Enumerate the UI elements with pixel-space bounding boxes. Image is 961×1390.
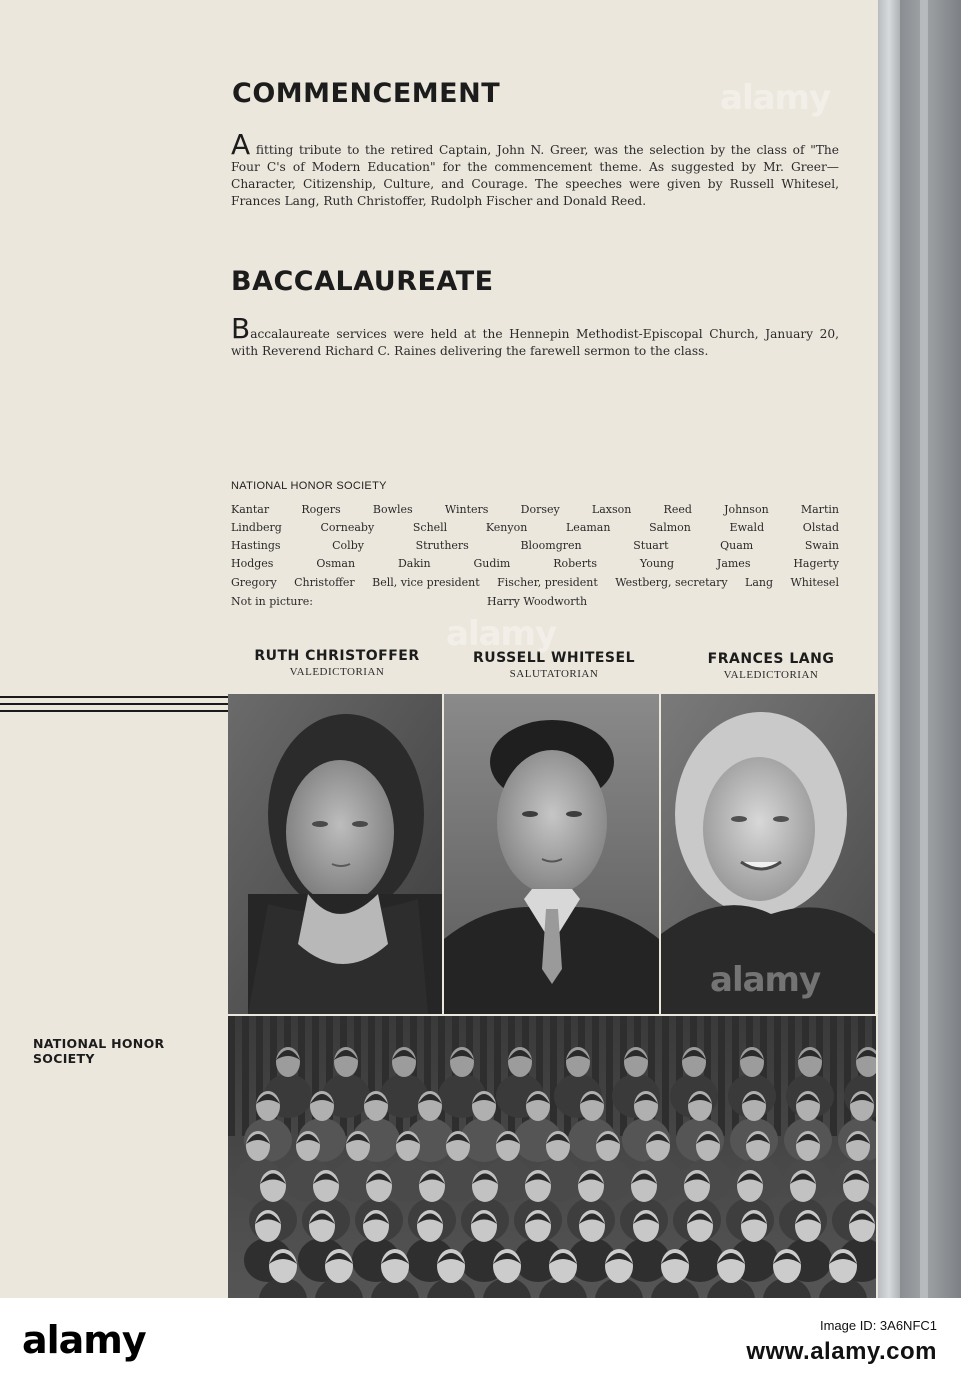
member-name: Young [639, 557, 675, 570]
decorative-rule [0, 710, 228, 712]
honoree-role: SALUTATORIAN [509, 668, 599, 680]
member-name: Kenyon [485, 521, 528, 534]
not-in-picture-label: Not in picture: [231, 595, 313, 608]
honoree-role: VALEDICTORIAN [723, 669, 819, 681]
decorative-rule [0, 696, 228, 698]
honor-society-heading: NATIONAL HONOR SOCIETY [231, 480, 387, 492]
dropcap: B [231, 312, 251, 345]
member-name: Fischer, president [497, 576, 598, 589]
honor-society-row [231, 503, 839, 516]
footer-line1: Image ID: 3A6NFC1 [819, 1318, 937, 1333]
member-name: Laxson [591, 503, 632, 516]
member-name: Lindberg [231, 521, 282, 534]
member-name: Martin [800, 503, 839, 516]
decorative-rule [0, 703, 228, 705]
member-name: Christoffer [294, 576, 355, 589]
honor-society-row [231, 576, 839, 589]
member-name: Leaman [566, 521, 611, 534]
portrait-photo-ruth-christoffer [228, 694, 442, 1014]
commencement-body: fitting tribute to the retired Captain, John N. Greer, was the selection by the class of "The Four C's of Modern Education" for the commencement theme. As suggested by Mr. Greer—Character, Citizenship, Culture, and Courage. The speeches were given by Russell Whitesel, Frances Lang, Ruth Christoffer, Rudolph Fischer and Donald Reed. [231, 143, 839, 208]
member-name: Whitesel [790, 576, 839, 589]
member-name: Hodges [231, 557, 274, 570]
member-name: Colby [332, 539, 364, 552]
member-name: Winters [444, 503, 489, 516]
member-name: Schell [412, 521, 448, 534]
member-name: Salmon [649, 521, 691, 534]
member-name: Bowles [372, 503, 413, 516]
member-name: Quam [720, 539, 754, 552]
honor-society-row [231, 557, 839, 570]
commencement-paragraph [231, 128, 839, 210]
watermark: alamy [720, 78, 831, 118]
not-in-picture [231, 595, 839, 608]
member-name: Swain [804, 539, 839, 552]
honoree-name: FRANCES LANG [707, 651, 835, 667]
member-name: Westberg, secretary [615, 576, 728, 589]
honoree-name: RUSSELL WHITESEL [472, 650, 635, 666]
honoree-name: RUTH CHRISTOFFER [254, 648, 420, 664]
member-name: Hagerty [793, 557, 839, 570]
honor-society-row [231, 521, 839, 534]
side-label-line1: NATIONAL HONOR [33, 1036, 165, 1051]
page-edge-highlight [920, 0, 928, 1298]
honor-society-row [231, 539, 839, 552]
member-name: James [716, 557, 751, 570]
member-name: Osman [316, 557, 356, 570]
side-label [33, 1036, 164, 1066]
member-name: Gudim [473, 557, 511, 570]
member-name: Gregory [231, 576, 277, 589]
group-photo-honor-society [228, 1016, 876, 1298]
honoree-role: VALEDICTORIAN [289, 666, 385, 678]
member-name: Bell, vice president [372, 576, 480, 589]
footer-line2: www.alamy.com [746, 1338, 937, 1365]
baccalaureate-title: BACCALAUREATE [231, 266, 494, 297]
member-name: Rogers [301, 503, 341, 516]
not-in-picture-name: Harry Woodworth [487, 595, 588, 608]
member-name: Struthers [415, 539, 469, 552]
watermark: alamy [710, 960, 821, 1000]
side-label-line2: SOCIETY [33, 1051, 95, 1066]
member-name: Roberts [553, 557, 598, 570]
member-name: Johnson [724, 503, 769, 516]
member-name: Ewald [729, 521, 765, 534]
member-name: Hastings [231, 539, 281, 552]
member-name: Corneaby [320, 521, 375, 534]
member-name: Stuart [633, 539, 669, 552]
member-name: Kantar [231, 503, 270, 516]
page-edge-dark [900, 0, 961, 1298]
dropcap: A [231, 128, 251, 161]
portrait-photo-russell-whitesel [444, 694, 659, 1014]
member-name: Lang [745, 576, 774, 589]
page-edge [878, 0, 900, 1298]
alamy-logo: alamy [22, 1318, 146, 1362]
watermark: alamy [446, 614, 557, 654]
member-name: Dorsey [520, 503, 560, 516]
member-name: Bloomgren [520, 539, 582, 552]
baccalaureate-body: accalaureate services were held at the Hennepin Methodist-Episcopal Church, January 20, with Reverend Richard C. Raines delivering the farewell sermon to the class. [231, 327, 839, 358]
commencement-title: COMMENCEMENT [232, 78, 501, 109]
baccalaureate-paragraph [231, 312, 839, 360]
member-name: Dakin [397, 557, 431, 570]
member-name: Olstad [802, 521, 839, 534]
member-name: Reed [663, 503, 692, 516]
